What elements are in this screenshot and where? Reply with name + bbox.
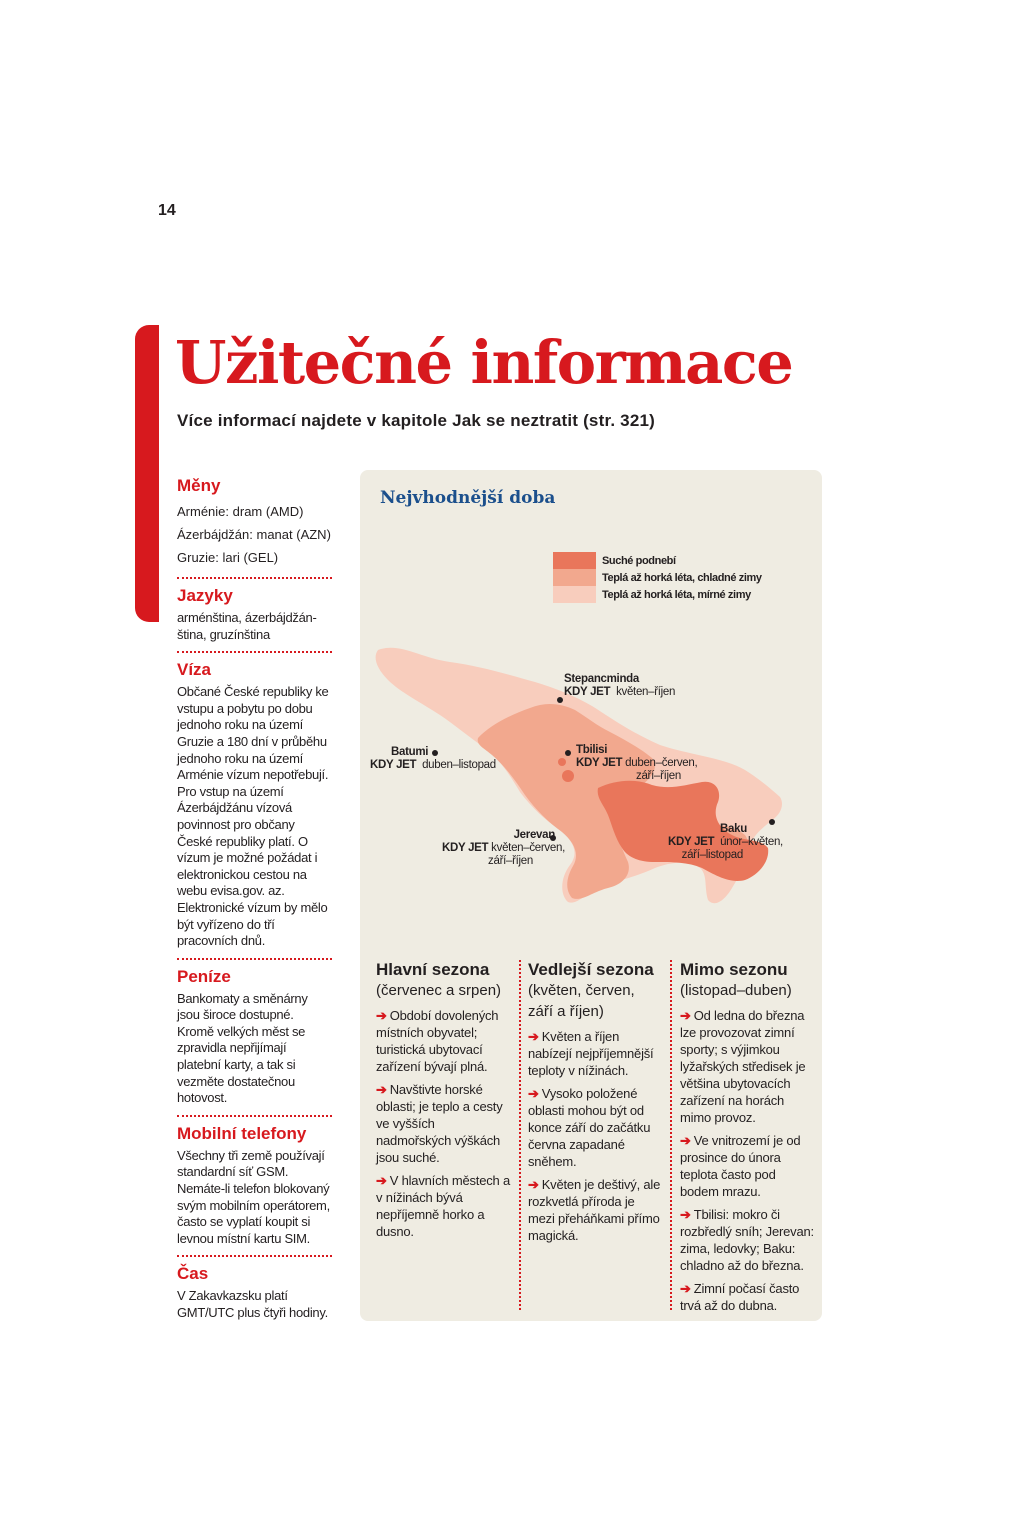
map-legend [553,552,762,603]
legend-item [553,586,762,603]
column-divider [519,960,521,1310]
city-name: Batumi [391,746,429,758]
page-number: 14 [158,202,176,219]
section-heading: Mobilní telefony [177,1123,307,1143]
arrow-right-icon: ➔ [528,1029,539,1044]
section-currency [177,476,332,579]
section-text: V Zakavkazsku platí GMT/UTC plus čtyři hodiny. [177,1288,328,1320]
season-item-text: Květen a říjen nabízejí nejpříjemnější teploty v nížinách. [528,1029,654,1078]
arrow-right-icon: ➔ [376,1082,387,1097]
best-time-panel [360,470,822,1321]
season-months: (červenec a srpen) [376,982,502,999]
page-subtitle: Více informací najdete v kapitole Jak se neztratit (str. 321) [177,411,655,430]
season-title: Mimo sezonu [680,960,788,979]
label-jerevan [442,829,565,868]
season-high [376,960,511,1246]
section-heading: Peníze [177,966,231,986]
season-item [376,1081,511,1166]
section-mobile-phones [177,1124,332,1258]
label-tbilisi [576,744,697,783]
section-time [177,1264,332,1329]
kdy-jet-label: KDY JET [442,842,489,854]
page-title: Užitečné informace [175,328,793,397]
travel-months: duben–červen, [625,757,698,769]
red-tab-marker [135,325,159,622]
season-item [680,1280,815,1314]
section-heading: Jazyky [177,586,233,605]
section-text: Bankomaty a směnárny jsou široce dostupné. Kromě velkých měst se zpravidla nepřijímají platební karty, a tak si vezměte dostatečnou hotovost. [177,990,308,1106]
legend-label: Suché podnebí [602,554,676,567]
currency-line: Arménie: dram (AMD) [177,504,304,519]
climate-map [360,470,822,940]
season-item-text: Od ledna do března lze provozovat zimní sporty; s výjimkou lyžařských středisek je většina ubytovacích zařízení na horách mimo provoz. [680,1008,806,1125]
section-heading: Čas [177,1264,209,1284]
kdy-jet-label: KDY JET [564,686,611,698]
legend-swatch [553,586,596,603]
season-item [680,1132,815,1200]
season-item [528,1085,663,1170]
season-item [376,1007,511,1075]
season-item [528,1176,663,1244]
season-item-text: Ve vnitrozemí je od prosince do února teplota často pod bodem mrazu. [680,1133,801,1199]
kdy-jet-label: KDY JET [576,757,623,769]
highland-spot [562,770,574,782]
panel-title: Nejvhodnější doba [380,488,556,508]
season-title: Vedlejší sezona [528,960,654,979]
arrow-right-icon: ➔ [680,1133,691,1148]
season-item-text: Období dovolených místních obyvatel; turistická ubytovací zařízení bývají plná. [376,1008,499,1074]
season-title: Hlavní sezona [376,960,490,979]
label-stepancminda [564,673,675,699]
section-visa [177,660,332,960]
season-item-text: Navštivte horské oblasti; je teplo a cesty ve vyšších nadmořských výškách jsou suché. [376,1082,503,1165]
city-name: Baku [720,823,747,835]
season-item-text: V hlavních městech a v nížinách bývá nepříjemně horko a dusno. [376,1173,510,1239]
arrow-right-icon: ➔ [376,1008,387,1023]
kdy-jet-label: KDY JET [370,759,417,771]
arrow-right-icon: ➔ [680,1008,691,1023]
arrow-right-icon: ➔ [528,1086,539,1101]
label-baku [668,823,783,862]
city-name: Tbilisi [576,744,608,756]
season-item [680,1007,815,1126]
column-divider [670,960,672,1310]
season-item-text: Květen je deštivý, ale rozkvetlá příroda je mezi přeháňkami přímo magická. [528,1177,661,1243]
sidebar [177,476,332,1337]
season-shoulder [528,960,663,1250]
arrow-right-icon: ➔ [376,1173,387,1188]
season-item [376,1172,511,1240]
currency-line: Gruzie: lari (GEL) [177,550,279,565]
kdy-jet-label: KDY JET [668,836,715,848]
arrow-right-icon: ➔ [680,1207,691,1222]
label-batumi [370,746,496,772]
arrow-right-icon: ➔ [528,1177,539,1192]
legend-item [553,569,762,586]
section-text: Občané České republiky ke vstupu a pobytu po dobu jednoho roku na území Gruzie a 180 dní v průběhu jednoho roku na území Arménie vízum nepotřebují. Pro vstup na území Ázerbájdžánu vízová povinnost pro občany České republiky platí. O vízum je možné požádat i elektronickou cestou na webu evisa.gov. az. Elektronické vízum by mělo být vyřízeno do tří pracovních dnů. [177,684,329,949]
city-marker-stepancminda [557,697,563,703]
travel-months: září–říjen [636,770,681,782]
legend-swatch [553,552,596,569]
season-months: (listopad–duben) [680,982,792,999]
section-text: Všechny tři země používají standardní síť GSM. Nemáte-li telefon blokovaný svým mobilním operátorem, často se vyplatí koupit si levnou místní kartu SIM. [177,1147,330,1246]
highland-spot [558,758,566,766]
legend-swatch [553,569,596,586]
season-low [680,960,815,1320]
section-heading: Měny [177,476,221,495]
arrow-right-icon: ➔ [680,1281,691,1296]
season-item [528,1028,663,1079]
legend-label: Teplá až horká léta, chladné zimy [602,571,762,584]
city-marker-tbilisi [565,750,571,756]
section-languages [177,586,332,653]
season-months: (květen, červen, září a říjen) [528,982,635,1020]
section-money [177,967,332,1117]
city-name: Stepancminda [564,673,640,685]
travel-months: září–říjen [488,855,533,867]
season-item [680,1206,815,1274]
travel-months: květen–říjen [616,686,676,698]
season-item-text: Vysoko položené oblasti mohou být od konce září do začátku června zapadané sněhem. [528,1086,651,1169]
travel-months: duben–listopad [422,759,496,771]
travel-months: květen–červen, [491,842,565,854]
legend-label: Teplá až horká léta, mírné zimy [602,588,751,601]
season-item-text: Tbilisi: mokro či rozbředlý sníh; Jerevan: zima, ledovky; Baku: chladno až do března. [680,1207,814,1273]
travel-months: únor–květen, [720,836,783,848]
section-text: arménština, ázerbájdžánština, gruzínština [177,610,317,642]
city-name: Jerevan [513,829,555,841]
currency-line: Ázerbájdžán: manat (AZN) [177,527,331,542]
legend-item [553,552,762,569]
section-heading: Víza [177,660,212,680]
travel-months: září–listopad [681,849,743,861]
season-item-text: Zimní počasí často trvá až do dubna. [680,1281,800,1313]
